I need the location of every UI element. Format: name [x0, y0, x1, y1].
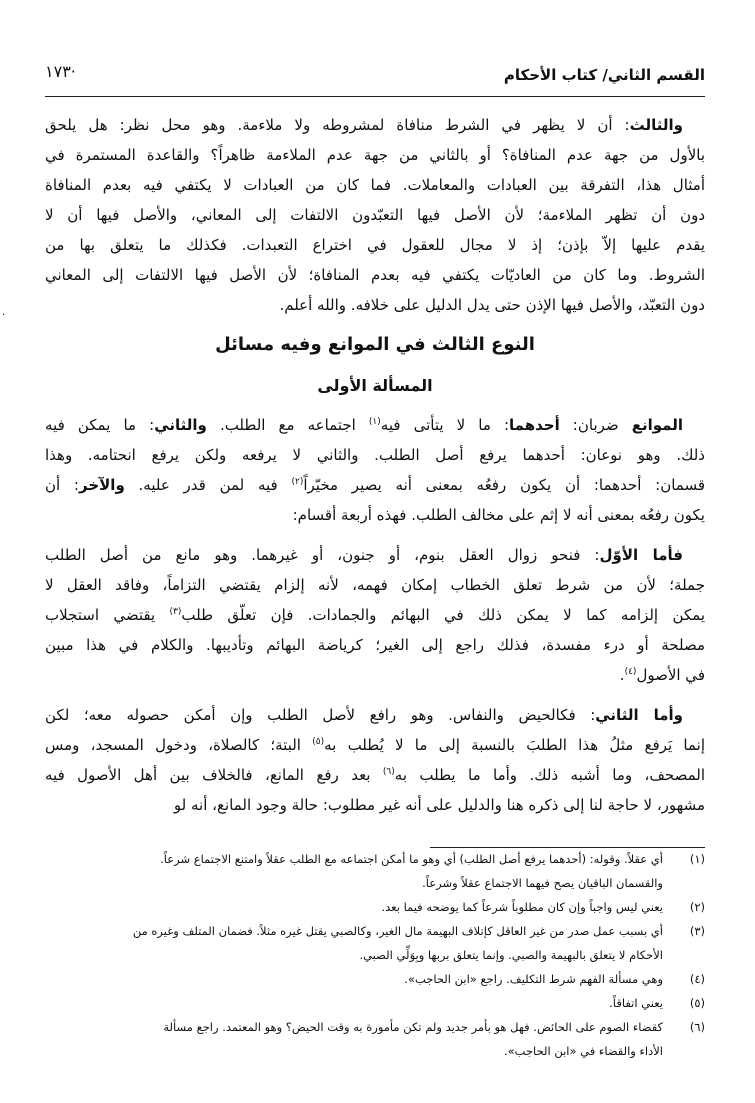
text-segment: : أن لا يظهر في الشرط منافاة لمشروطه ولا ملاءمة. وهو محل نظر: هل يلحق [45, 116, 630, 134]
footnote-ref: (٥) [312, 737, 325, 747]
footnote-ref: (٢) [291, 477, 304, 487]
text-line [45, 470, 705, 500]
text-line [45, 790, 705, 820]
bold-term: أحدهما [509, 416, 560, 434]
footnotes [45, 847, 705, 1063]
text-line [45, 200, 705, 230]
footnote-ref: (٦) [382, 767, 395, 777]
text-segment: الشروط. وما كان من العاديّات يكتفي فيه بعدم المنافاة؛ لأن الأصل فيها الالتفات إلى المعاني [45, 266, 705, 284]
text-segment: اجتماعه مع الطلب. [206, 416, 369, 434]
text-segment: : ما لا يتأتى فيه [380, 416, 509, 434]
text-segment: دون أن تظهر الملاءمة؛ لأن الأصل فيها التعبّدون الالتفات إلى المعاني، والأصل فيها أن لا [45, 206, 705, 224]
text-segment: بعد رفع المانع، فالخلاف بين أهل الأصول فيه [45, 766, 383, 784]
text-segment: مشهور، لا حاجة لنا إلى ذكره هنا والدليل على أنه غير مطلوب: حالة وجود المانع، أنه لو [173, 796, 705, 814]
text-segment: مصلحة أو درء مفسدة، فذلك راجع إلى الغير؛ كرياضة البهائم وتأديبها. والكلام في هذا مبين [45, 636, 705, 654]
subsection-heading: المسألة الأولى [317, 376, 433, 395]
text-segment: يقتضي استجلاب [45, 606, 170, 624]
text-segment: في الأصول [636, 666, 705, 684]
paragraph-third-condition [45, 110, 705, 320]
text-line [45, 110, 705, 140]
page-number: ·١٧٣ [45, 62, 76, 81]
footnote-ref: (٤) [624, 667, 637, 677]
text-line [45, 540, 705, 570]
text-segment: أمثال هذا، التفرقة بين العبادات والمعاملات. فما كان من العبادات لا يكتفي فيه بعدم المنافاة [45, 176, 705, 194]
running-header [45, 62, 705, 92]
footnote [45, 919, 705, 967]
bold-term: فأما الأوّل [599, 546, 684, 564]
paragraph-second-type [45, 700, 705, 820]
footnote-number: (١) [689, 852, 705, 866]
text-segment: : ما يمكن فيه [45, 416, 155, 434]
text-line [45, 700, 705, 730]
text-line [45, 410, 705, 440]
footnote-ref: (٣) [169, 607, 182, 617]
text-line [45, 730, 705, 760]
bold-term: والثاني [154, 416, 207, 434]
text-segment: : فنحو زوال العقل بنوم، أو جنون، أو غيرهما. وهو مانع من أصل الطلب [45, 546, 600, 564]
text-segment: جملة؛ لأن من شرط تعلق الخطاب إمكان فهمه، لأنه إلزام يقتضي التزاماً، وفاقد العقل لا [45, 576, 705, 594]
text-line [45, 230, 705, 260]
text-segment: يقدم عليها إلاّ بإذن؛ إذ لا مجال للعقول في اختراع التعبدات. فكذلك ما يتعلق بها من [45, 236, 705, 254]
section-heading: النوع الثالث في الموانع وفيه مسائل [215, 334, 535, 355]
text-segment: بالأول من جهة عدم المنافاة؟ أو بالثاني من جهة عدم الملاءمة ظاهراً؟ والقاعدة المستمرة في [45, 146, 705, 164]
text-line [45, 500, 705, 530]
footnote [45, 847, 705, 895]
footnote [45, 967, 705, 991]
footnote-ref: (١) [368, 417, 381, 427]
text-segment: فيه لمن قدر عليه. [124, 476, 292, 494]
footnote-text: كقضاء الصوم على الحائض. فهل هو بأمر جديد ولم تكن مأمورة به وقت الحيض؟ وهو المعتمد. راجع مسألة [163, 1020, 663, 1034]
bold-term: والثالث [629, 116, 683, 134]
footnote-text: يعني اتفاقاً. [609, 996, 663, 1010]
text-line [45, 440, 705, 470]
text-segment: . [619, 666, 625, 684]
text-segment: : فكالحيض والنفاس. وهو رافع لأصل الطلب وإن أمكن حصوله معه؛ لكن [45, 706, 596, 724]
text-segment: يمكن إلزامه كما لا يمكن ذلك في البهائم والجمادات. فإن تعلّق طلب [181, 606, 705, 624]
text-segment: المصحف، وما أشبه ذلك. وأما ما يطلب به [394, 766, 705, 784]
text-line [45, 290, 705, 320]
text-line [45, 570, 705, 600]
footnote-number: (٥) [689, 996, 705, 1010]
footnote [45, 1015, 705, 1063]
footnote-text: والقسمان الباقيان يصح فيهما الاجتماع عقلاً وشرعاً. [422, 876, 663, 890]
header-rule [45, 96, 705, 97]
bold-term: والآخر [79, 476, 125, 494]
paragraph-impediments [45, 410, 705, 530]
text-segment: : أن [45, 476, 79, 494]
text-segment: يكون رفعُه بمعنى أنه لا إثم على مخالف الطلب. فهذه أربعة أقسام: [292, 506, 705, 524]
text-segment: دون التعبّد، والأصل فيها الإذن حتى يدل الدليل على خلافه. والله أعلم. [279, 296, 705, 314]
text-line [45, 630, 705, 660]
footnote-text: أي بسبب عمل صدر من غير العاقل كإتلاف البهيمة مال الغير، وكالصبي يقتل غيره مثلاً. فضمان المتلف وغيره من [132, 924, 663, 938]
footnote-number: (٤) [689, 972, 705, 986]
footnote-number: (٣) [689, 924, 705, 938]
text-line [45, 170, 705, 200]
header-title: القسم الثاني/ كتاب الأحكام [503, 66, 705, 84]
text-line [45, 760, 705, 790]
footnote-text: الأحكام لا يتعلق بالبهيمة والصبي. وإنما يتعلق بربها وبِوَلِّي الصبي. [359, 948, 663, 962]
text-line [45, 260, 705, 290]
text-line [45, 600, 705, 630]
footnote-number: (٦) [689, 1020, 705, 1034]
text-segment: ضربان: [559, 416, 632, 434]
text-segment: البتة؛ كالصلاة، ودخول المسجد، ومس [45, 736, 313, 754]
footnote-text: وهي مسألة الفهم شرط التكليف. راجع «ابن الحاجب». [404, 972, 663, 986]
paragraph-first-type [45, 540, 705, 690]
footnote-number: (٢) [689, 900, 705, 914]
text-segment: إنما يَرفع مثلُ هذا الطلبَ بالنسبة إلى ما لا يُطلب به [324, 736, 705, 754]
footnote-text: الأداء والقضاء في «ابن الحاجب». [503, 1044, 663, 1058]
text-line [45, 660, 705, 690]
bold-term: وأما الثاني [595, 706, 683, 724]
footnote-text: أي عقلاً. وقوله: (أحدهما يرفع أصل الطلب) أي وهو ما أمكن اجتماعه مع الطلب عقلاً وامتنع الاجتماع شرعاً. [160, 852, 663, 866]
bold-term: الموانع [631, 416, 683, 434]
footnote-text: يعني ليس واجباً وإن كان مطلوباً شرعاً كما يوضحه فيما بعد. [381, 900, 663, 914]
text-line [45, 140, 705, 170]
footnote [45, 895, 705, 919]
scan-speck: · [2, 310, 6, 321]
text-segment: ذلك. وهو نوعان: أحدهما يرفع أصل الطلب. والثاني لا يرفعه ولكن يرفع انحتامه. وهذا [45, 446, 705, 464]
text-segment: قسمان: أحدهما: أن يكون رفعُه بمعنى أنه يصير مخيّراً [303, 476, 705, 494]
footnote [45, 991, 705, 1015]
